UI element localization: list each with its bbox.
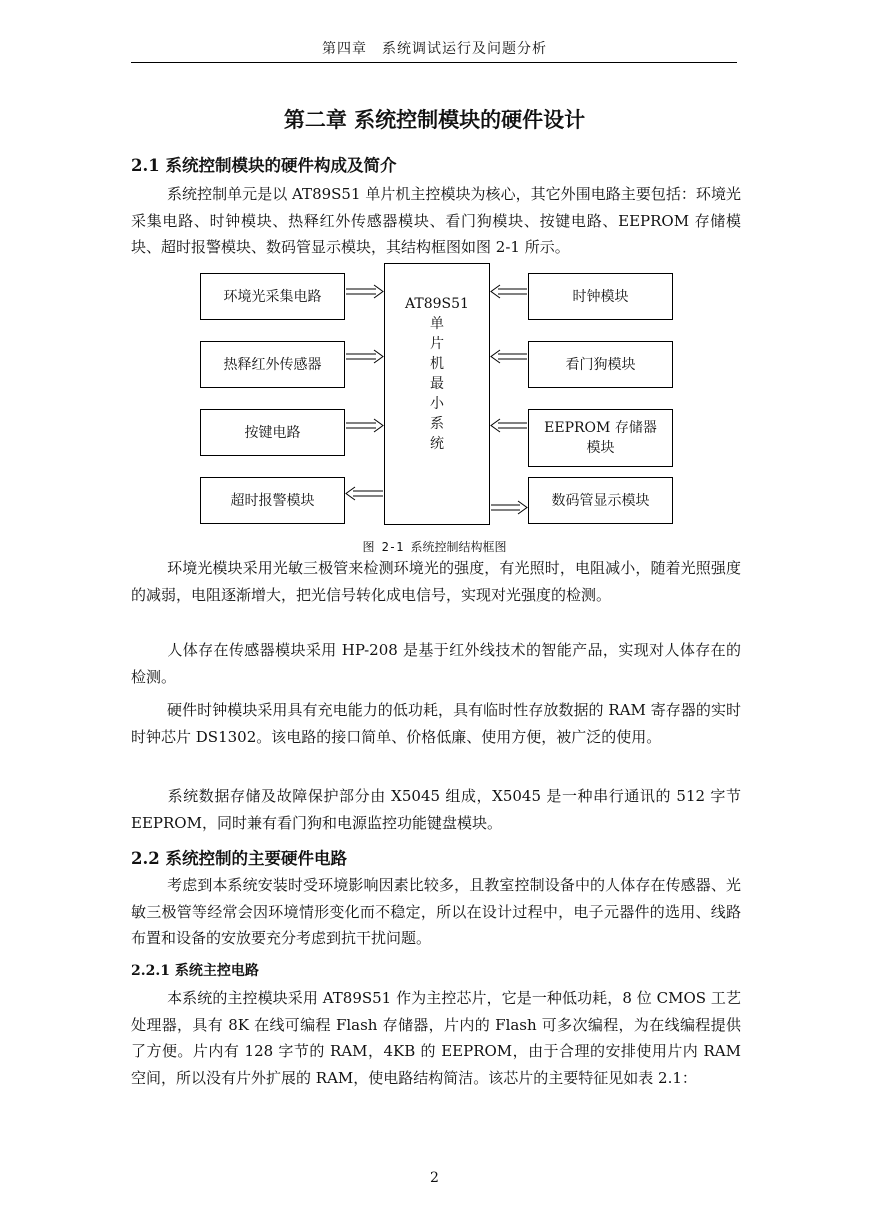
section-2-1-intro-text: 系统控制单元是以 AT89S51 单片机主控模块为核心，其它外围电路主要包括：环境光采集电路、时钟模块、热释红外传感器模块、看门狗模块、按键电路、EEPROM 存储模块、超时报警模块、数码管显示模块，其结构框图如图 2-1 所示。 — [131, 185, 741, 256]
diagram-center-char: 片 — [430, 336, 444, 352]
arrow-right-icon — [346, 285, 383, 298]
diagram-center-char: 系 — [430, 416, 444, 432]
diagram-center-mcu — [384, 263, 490, 525]
running-header: 第四章 系统调试运行及问题分析 — [322, 41, 547, 57]
diagram-box-keypad — [200, 409, 345, 456]
diagram-box-eeprom — [528, 409, 673, 467]
paragraph-text: 系统数据存储及故障保护部分由 X5045 组成，X5045 是一种串行通讯的 512 字节 EEPROM，同时兼有看门狗和电源监控功能键盘模块。 — [131, 787, 741, 832]
diagram-box-label: 看门狗模块 — [565, 356, 636, 373]
section-2-2-1-heading: 2.2.1 系统主控电路 — [131, 963, 259, 979]
diagram-center-char: 最 — [430, 376, 444, 392]
diagram-box-label: 数码管显示模块 — [551, 492, 650, 509]
diagram-box-display — [528, 477, 673, 524]
diagram-box-label: 热释红外传感器 — [223, 356, 322, 373]
paragraph-text: 硬件时钟模块采用具有充电能力的低功耗，具有临时性存放数据的 RAM 寄存器的实时时钟芯片 DS1302。该电路的接口简单、价格低廉、使用方便，被广泛的使用。 — [131, 701, 741, 746]
paragraph-ambient-light — [131, 555, 741, 608]
arrow-right-icon — [491, 501, 527, 514]
header-rule — [131, 62, 737, 63]
diagram-center-char: 机 — [430, 356, 444, 372]
diagram-center-title: AT89S51 — [405, 296, 469, 312]
paragraph-pir — [131, 637, 741, 690]
page-number: 2 — [430, 1170, 439, 1186]
diagram-center-char: 统 — [430, 436, 444, 452]
section-2-2-paragraph — [131, 872, 741, 952]
diagram-box-label: 环境光采集电路 — [223, 288, 322, 305]
section-2-1-intro — [131, 181, 741, 261]
diagram-box-clock — [528, 273, 673, 320]
diagram-center-char: 单 — [430, 316, 444, 332]
paragraph-text: 人体存在传感器模块采用 HP-208 是基于红外线技术的智能产品，实现对人体存在的检测。 — [131, 641, 741, 686]
paragraph-text: 本系统的主控模块采用 AT89S51 作为主控芯片，它是一种低功耗，8 位 CMOS 工艺处理器，具有 8K 在线可编程 Flash 存储器，片内的 Flash 可多次编程，为在线编程提供了方便。片内有 128 字节的 RAM，4KB 的 EEPROM，由于合理的安排使用片内 RAM 空间，所以没有片外扩展的 RAM，使电路结构简洁。该芯片的主要特征见如表 2.1： — [131, 989, 741, 1087]
diagram-box-timeout-alarm — [200, 477, 345, 524]
paragraph-text: 考虑到本系统安装时受环境影响因素比较多，且教室控制设备中的人体存在传感器、光敏三极管等经常会因环境情形变化而不稳定，所以在设计过程中，电子元器件的选用、线路布置和设备的安放要充分考虑到抗干扰问题。 — [131, 876, 741, 947]
paragraph-eeprom — [131, 783, 741, 836]
diagram-box-label: 超时报警模块 — [230, 492, 315, 509]
section-2-1-heading: 2.1 系统控制模块的硬件构成及简介 — [131, 156, 397, 175]
chapter-title: 第二章 系统控制模块的硬件设计 — [283, 107, 586, 132]
section-2-2-1-paragraph — [131, 985, 741, 1091]
arrow-left-icon — [491, 285, 527, 298]
diagram-center-char: 小 — [430, 396, 444, 412]
diagram-box-label: 按键电路 — [244, 424, 301, 441]
diagram-box-pir-sensor — [200, 341, 345, 388]
figure-caption: 图 2-1 系统控制结构框图 — [362, 540, 507, 554]
arrow-left-icon — [491, 419, 527, 432]
diagram-box-label: EEPROM 存储器模块 — [544, 420, 657, 456]
diagram-box-ambient-light — [200, 273, 345, 320]
arrow-right-icon — [346, 419, 383, 432]
section-2-2-heading: 2.2 系统控制的主要硬件电路 — [131, 849, 347, 868]
paragraph-clock — [131, 697, 741, 750]
paragraph-text: 环境光模块采用光敏三极管来检测环境光的强度，有光照时，电阻减小，随着光照强度的减弱，电阻逐渐增大，把光信号转化成电信号，实现对光强度的检测。 — [131, 559, 741, 604]
diagram-box-watchdog — [528, 341, 673, 388]
diagram-box-label: 时钟模块 — [572, 288, 629, 305]
arrow-right-icon — [346, 350, 383, 363]
arrow-left-icon — [346, 487, 383, 500]
arrow-left-icon — [491, 350, 527, 363]
